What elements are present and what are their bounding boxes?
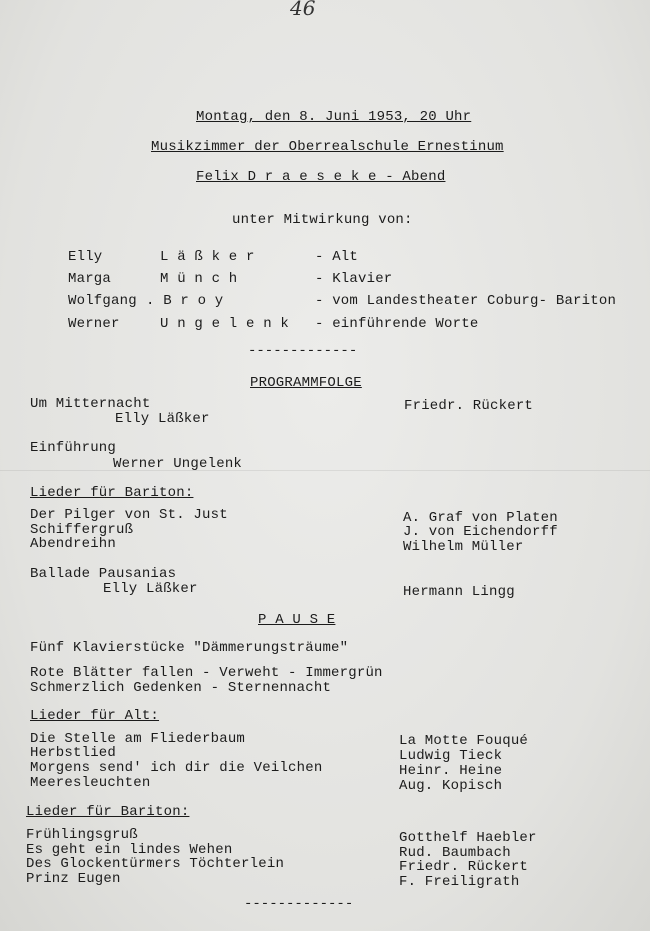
piece-performer: Elly Läßker <box>115 411 210 427</box>
program-heading: PROGRAMMFOLGE <box>250 375 362 391</box>
participant-first-name: Werner <box>68 316 120 332</box>
piece-title: Um Mitternacht <box>30 396 151 412</box>
participant-first-name: Marga <box>68 271 112 287</box>
participant-role: - Alt <box>315 249 359 265</box>
song-title: Die Stelle am Fliederbaum <box>30 731 246 747</box>
song-title: Es geht ein lindes Wehen <box>26 842 233 858</box>
piece-performer: Elly Läßker <box>103 581 198 597</box>
song-author: A. Graf von Platen <box>403 510 558 526</box>
piece-author: Friedr. Rückert <box>404 398 534 414</box>
participants-intro: unter Mitwirkung von: <box>232 212 413 228</box>
song-title: Abendreihn <box>30 536 117 552</box>
date-line: Montag, den 8. Juni 1953, 20 Uhr <box>196 109 472 125</box>
song-title: Frühlingsgruß <box>26 827 138 843</box>
divider-line: ------------- <box>248 343 358 359</box>
song-author: Heinr. Heine <box>399 763 503 779</box>
song-title: Morgens send' ich dir die Veilchen <box>30 760 323 776</box>
song-title: Des Glockentürmers Töchterlein <box>26 856 285 872</box>
participant-role: - einführende Worte <box>315 316 479 332</box>
piano-pieces-list: Schmerzlich Gedenken - Sternennacht <box>30 680 332 696</box>
piece-author: Hermann Lingg <box>403 584 515 600</box>
handwritten-page-number: 46 <box>290 0 316 20</box>
participant-role: - vom Landestheater Coburg- Bariton <box>315 293 617 309</box>
song-author: Wilhelm Müller <box>403 539 524 555</box>
participant-last-name: M ü n c h <box>160 271 238 287</box>
song-title: Herbstlied <box>30 745 117 761</box>
divider-line: ------------- <box>244 896 354 912</box>
participant-last-name: U n g e l e n k <box>160 316 290 332</box>
participant-first-name: Elly <box>68 249 103 265</box>
participant-last-name: L ä ß k e r <box>160 249 255 265</box>
piano-pieces-list: Rote Blätter fallen - Verweht - Immergrün <box>30 665 383 681</box>
song-author: J. von Eichendorff <box>403 524 558 540</box>
piece-performer: Werner Ungelenk <box>113 456 243 472</box>
song-title: Prinz Eugen <box>26 871 121 887</box>
song-title: Der Pilger von St. Just <box>30 507 228 523</box>
venue-line: Musikzimmer der Oberrealschule Ernestinum <box>151 139 504 155</box>
song-author: Aug. Kopisch <box>399 778 503 794</box>
concert-title: Felix D r a e s e k e - Abend <box>196 169 446 185</box>
piece-title: Einführung <box>30 440 117 456</box>
song-author: Gotthelf Haebler <box>399 830 537 846</box>
song-title: Meeresleuchten <box>30 775 151 791</box>
song-title: Schiffergruß <box>30 522 134 538</box>
participant-first-name: Wolfgang <box>68 293 137 309</box>
section-heading: Lieder für Alt: <box>30 708 160 724</box>
song-author: Friedr. Rückert <box>399 859 529 875</box>
song-author: F. Freiligrath <box>399 874 520 890</box>
pause-heading: P A U S E <box>258 612 336 628</box>
piano-pieces-title: Fünf Klavierstücke "Dämmerungsträume" <box>30 640 349 656</box>
section-heading: Lieder für Bariton: <box>30 485 194 501</box>
participant-role: - Klavier <box>315 271 393 287</box>
participant-last-name: . B r o y <box>146 293 224 309</box>
piece-title: Ballade Pausanias <box>30 566 177 582</box>
song-author: Rud. Baumbach <box>399 845 511 861</box>
paper-fold <box>0 470 650 471</box>
section-heading: Lieder für Bariton: <box>26 804 190 820</box>
song-author: La Motte Fouqué <box>399 733 529 749</box>
song-author: Ludwig Tieck <box>399 748 503 764</box>
